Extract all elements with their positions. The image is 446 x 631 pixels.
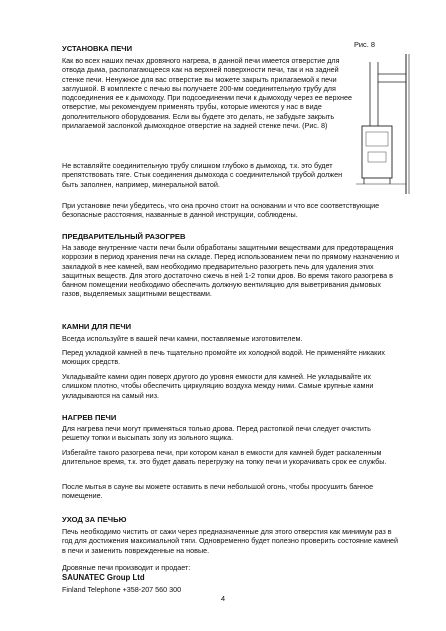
section-care-paragraph: Печь необходимо чистить от сажи через предназначенные для этого отверстия как минимум раз в год для достижения максимальной тяги. Одновременно будет полезно проверить состояние камней в печи и заменить поврежденные на новые. xyxy=(62,527,399,555)
section-install-paragraph: Как во всех наших печах дровяного нагрева, в данной печи имеется отверстие для отвода дыма, располагающееся как на верхней поверхности печи, так и на задней стенке печи. Ненужное для вас отверстие вы можете закрыть прилагаемой к печи заглушкой. В комплекте с печью вы получаете 200-мм соединительную трубу для подсоединения ее к дымоходу. При подсоединении печи к дымоходу через ее верхнее отверстие, мы рекомендуем применять трубы, которые имеются у нас в виде дополнительного оборудования. Если вы будете это делать, не забудьте закрыть прилагаемой заслонкой дымоходное отверстие на задней стенке печи. (Рис. 8) xyxy=(62,56,353,131)
producer-line: Дровяные печи производит и продает: xyxy=(62,563,191,572)
section-heating-title: НАГРЕВ ПЕЧИ xyxy=(62,413,117,422)
section-preheat-title: ПРЕДВАРИТЕЛЬНЫЙ РАЗОГРЕВ xyxy=(62,232,186,241)
page-number: 4 xyxy=(220,594,226,603)
section-stones-paragraph: Всегда используйте в вашей печи камни, поставляемые изготовителем. xyxy=(62,334,303,343)
section-install-title: УСТАНОВКА ПЕЧИ xyxy=(62,44,133,53)
section-stones-title: КАМНИ ДЛЯ ПЕЧИ xyxy=(62,322,132,331)
section-preheat-paragraph: На заводе внутренние части печи были обработаны защитными веществами для предотвращения коррозии в период хранения печи на складе. Перед использованием печи по прямому назначению и закладкой в нее камней, вам необходимо предварительно разогреть печь для удаления этих защитных веществ. Для этого достаточно сжечь в ней 1-2 топки дров. Во время такого разогрева в банном помещении необходимо обеспечить должную вентиляцию для выветривания дымовых газов, выделяемых защитными веществами. xyxy=(62,243,400,299)
figure-label: Рис. 8 xyxy=(354,40,375,49)
section-install-paragraph: Не вставляйте соединительную трубу слишком глубоко в дымоход, т.к. это будет препятствовать тяге. Стык соединения дымохода с соединительной трубой должен быть заполнен, например, минеральной ватой. xyxy=(62,161,343,189)
section-install-paragraph: При установке печи убедитесь, что она прочно стоит на основании и что все соответствующие безопасные расстояния, названные в данной инструкции, соблюдены. xyxy=(62,201,380,220)
section-heating-paragraph: Избегайте такого разогрева печи, при котором канал в емкости для камней будет раскаленным длительное время, т.к. это будет давать перегрузку на топку печи и укорачивать срок ее службы. xyxy=(62,448,387,467)
stove-chimney-figure xyxy=(356,54,414,194)
section-stones-paragraph: Перед укладкой камней в печь тщательно промойте их холодной водой. Не применяйте никаких моющих средств. xyxy=(62,348,385,367)
section-care-title: УХОД ЗА ПЕЧЬЮ xyxy=(62,515,127,524)
company-name: SAUNATEC Group Ltd xyxy=(62,573,145,582)
section-heating-paragraph: После мытья в сауне вы можете оставить в печи небольшой огонь, чтобы просушить банное помещение. xyxy=(62,482,374,501)
section-heating-paragraph: Для нагрева печи могут применяться только дрова. Перед растопкой печи следует очистить решетку топки и высыпать золу из зольного ящика. xyxy=(62,424,371,443)
company-phone: Finland Telephone +358-207 560 300 xyxy=(62,585,182,594)
section-stones-paragraph: Укладывайте камни один поверх другого до уровня емкости для камней. Не укладывайте их слишком плотно, чтобы обеспечить циркуляцию воздуха между ними. Самые крупные камни укладываются на самый низ. xyxy=(62,372,374,400)
